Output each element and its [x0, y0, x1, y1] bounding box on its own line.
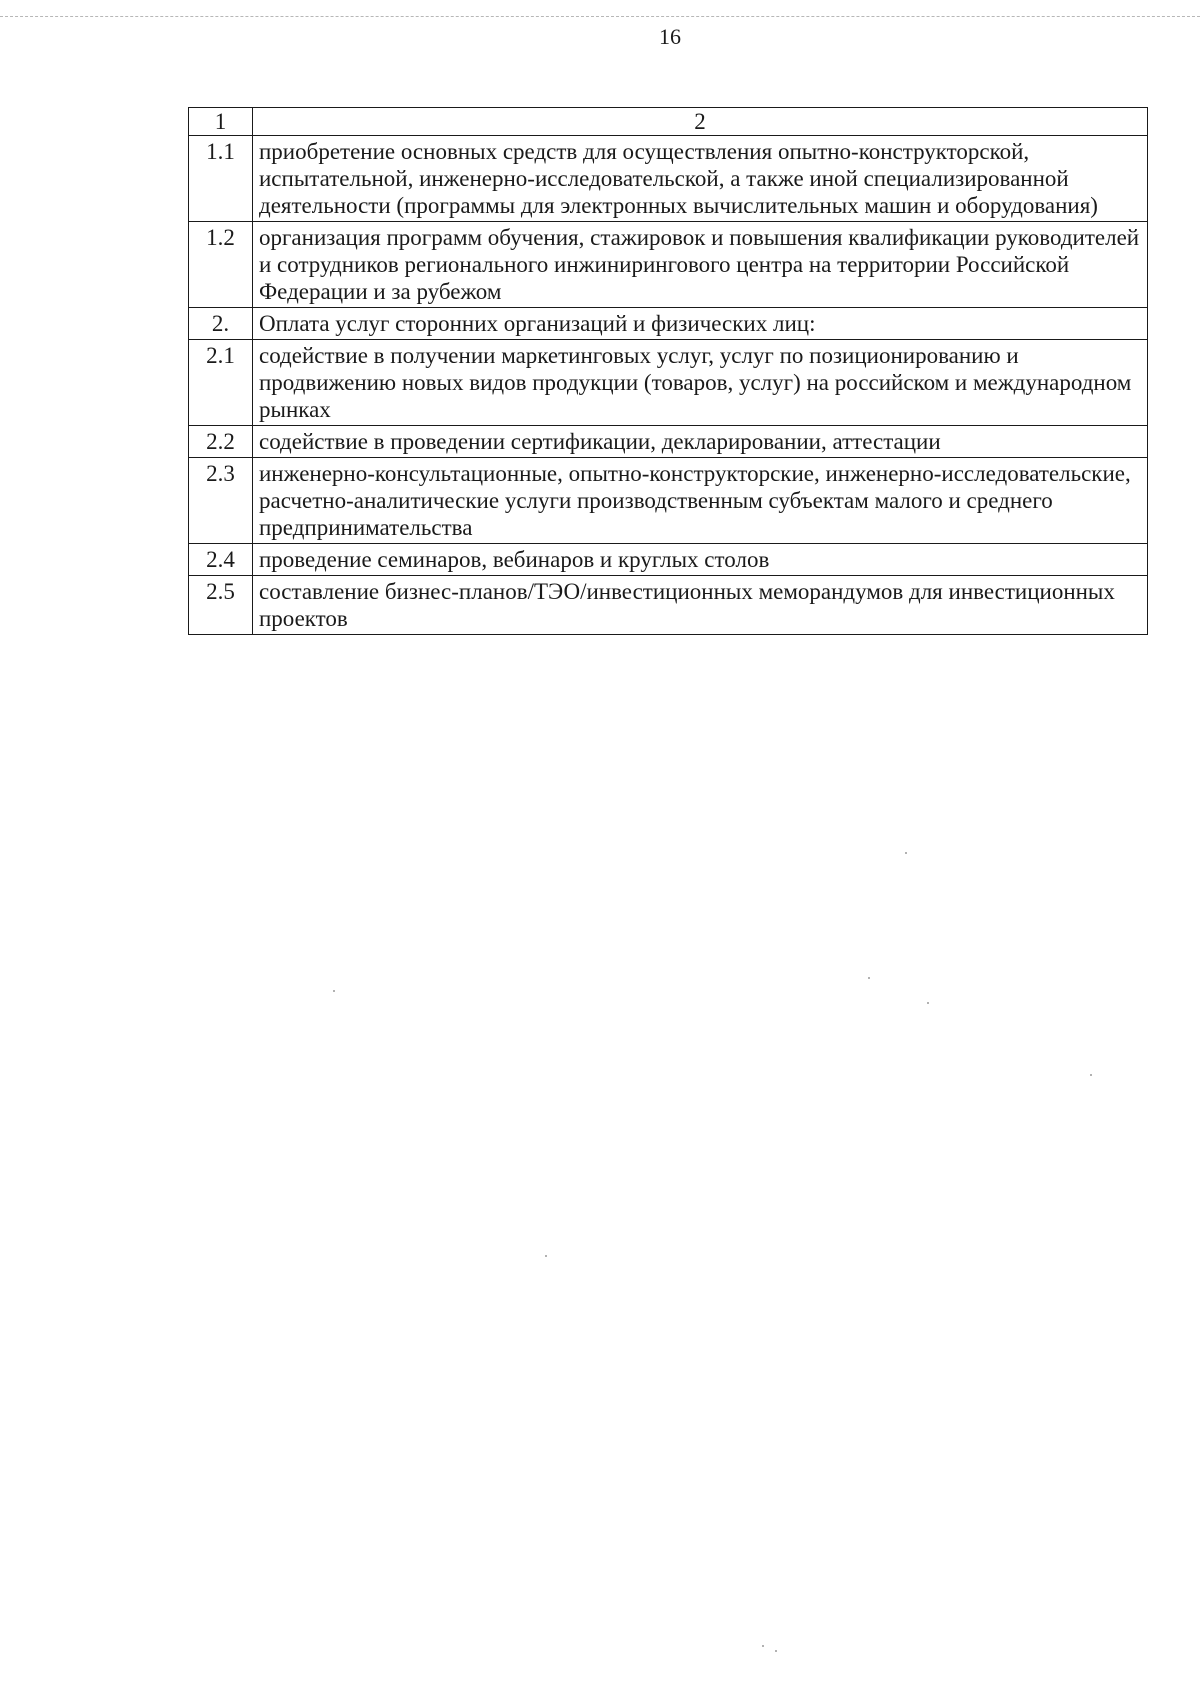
- table-row: [189, 136, 1148, 222]
- table-header-row: [189, 108, 1148, 136]
- column-2-header: 2: [253, 108, 1148, 136]
- row-number: 1.1: [189, 136, 253, 222]
- scan-top-edge: [0, 16, 1200, 17]
- table-row: [189, 308, 1148, 340]
- row-text: содействие в проведении сертификации, декларировании, аттестации: [253, 426, 1148, 458]
- page-number: 16: [659, 24, 681, 49]
- row-number: 2.3: [189, 458, 253, 544]
- row-number: 2.4: [189, 544, 253, 576]
- row-number: 2.5: [189, 576, 253, 635]
- expenses-table: [188, 107, 1148, 635]
- row-number: 2.2: [189, 426, 253, 458]
- table-row: [189, 458, 1148, 544]
- row-number: 1.2: [189, 222, 253, 308]
- scan-speck: [545, 1255, 547, 1257]
- scan-speck: [905, 852, 907, 854]
- table-row: [189, 544, 1148, 576]
- row-text: составление бизнес-планов/ТЭО/инвестиционных меморандумов для инвестиционных проектов: [253, 576, 1148, 635]
- row-text: проведение семинаров, вебинаров и круглых столов: [253, 544, 1148, 576]
- scan-speck: [762, 1645, 764, 1647]
- row-text: инженерно-консультационные, опытно-конструкторские, инженерно-исследовательские, расчетно-аналитические услуги производственным субъектам малого и среднего предпринимательства: [253, 458, 1148, 544]
- table-row: [189, 576, 1148, 635]
- row-text: содействие в получении маркетинговых услуг, услуг по позиционированию и продвижению новых видов продукции (товаров, услуг) на российском и международном рынках: [253, 340, 1148, 426]
- row-number: 2.1: [189, 340, 253, 426]
- table-row: [189, 222, 1148, 308]
- scan-speck: [927, 1002, 929, 1004]
- column-1-header: 1: [189, 108, 253, 136]
- row-text: организация программ обучения, стажировок и повышения квалификации руководителей и сотрудников регионального инжинирингового центра на территории Российской Федерации и за рубежом: [253, 222, 1148, 308]
- scan-speck: [775, 1650, 777, 1652]
- table-row: [189, 426, 1148, 458]
- row-text: Оплата услуг сторонних организаций и физических лиц:: [253, 308, 1148, 340]
- scan-speck: [333, 990, 335, 992]
- table-row: [189, 340, 1148, 426]
- row-number: 2.: [189, 308, 253, 340]
- scan-speck: [868, 977, 870, 979]
- scan-speck: [1090, 1074, 1092, 1076]
- row-text: приобретение основных средств для осуществления опытно-конструкторской, испытательной, инженерно-исследовательской, а также иной специализированной деятельности (программы для электронных вычислительных машин и оборудования): [253, 136, 1148, 222]
